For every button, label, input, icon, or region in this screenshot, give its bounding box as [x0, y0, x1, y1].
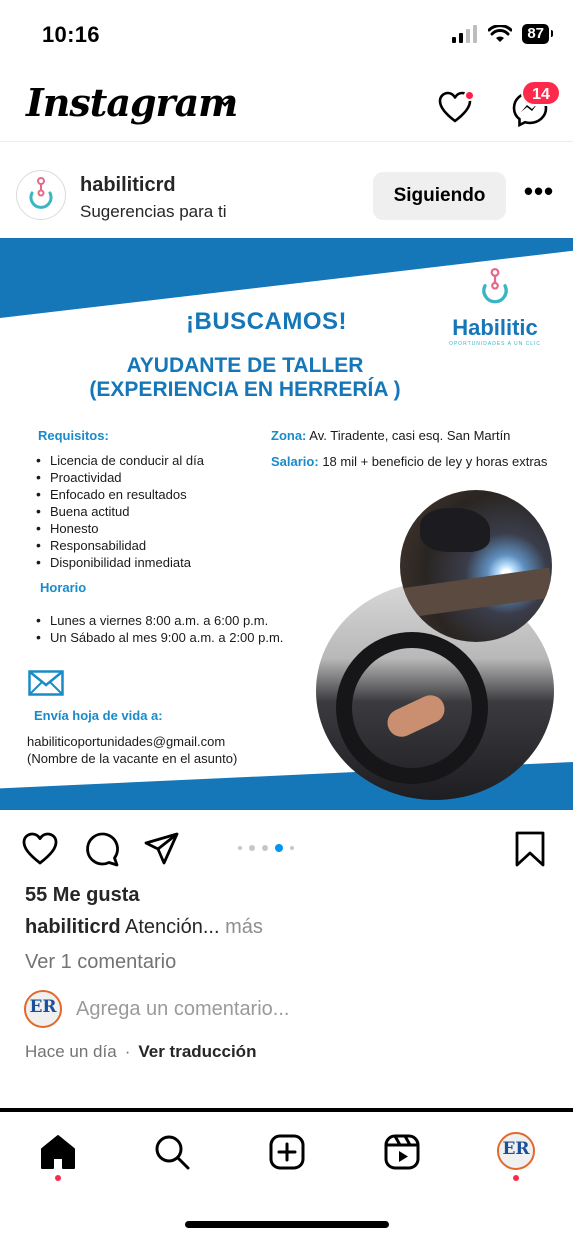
caption-username[interactable]: habiliticrd: [25, 916, 121, 938]
app-header: [0, 74, 573, 142]
signal-icon: [452, 25, 478, 43]
avatar-initials: ER: [502, 1139, 530, 1159]
notification-dot: [464, 90, 475, 101]
reels-icon[interactable]: [382, 1132, 422, 1172]
salary-line: [271, 454, 547, 469]
zone-value: Av. Tiradente, casi esq. San Martín: [309, 428, 511, 443]
list-item: • Un Sábado al mes 9:00 a.m. a 2:00 p.m.: [36, 629, 283, 646]
post-meta: [25, 1042, 256, 1062]
email-address: habiliticoportunidades@gmail.com: [27, 734, 226, 749]
caption-more-link[interactable]: más: [225, 916, 263, 938]
user-avatar: [24, 990, 62, 1028]
requirements-label: Requisitos:: [38, 428, 109, 443]
avatar-initials: ER: [29, 997, 57, 1017]
job-title-line: AYUDANTE DE TALLER: [126, 354, 364, 377]
create-icon[interactable]: [267, 1132, 307, 1172]
carousel-dot-active: [275, 844, 283, 852]
list-item: • Responsabilidad: [36, 537, 204, 554]
profile-active-dot: [513, 1175, 519, 1181]
following-button[interactable]: Siguiendo: [373, 172, 506, 220]
caption-text: Atención...: [125, 916, 220, 938]
more-options-icon[interactable]: •••: [523, 176, 555, 206]
like-icon[interactable]: [21, 830, 59, 868]
job-title-line: (EXPERIENCIA EN HERRERÍA ): [89, 378, 401, 401]
zone-label: Zona:: [271, 428, 307, 443]
list-item: • Buena actitud: [36, 503, 204, 520]
list-item: • Lunes a viernes 8:00 a.m. a 6:00 p.m.: [36, 612, 283, 629]
flyer-job-title: [60, 354, 430, 402]
brand-name: Habilitic: [452, 315, 538, 340]
schedule-list: [36, 612, 283, 646]
send-cv-label: Envía hoja de vida a:: [34, 708, 163, 723]
wifi-icon: [488, 25, 512, 43]
likes-count[interactable]: 55 Me gusta: [25, 884, 140, 906]
brand-tagline: OPORTUNIDADES A UN CLIC: [448, 341, 542, 347]
zone-line: [271, 428, 510, 443]
requirements-list: [36, 452, 204, 571]
status-time: 10:16: [42, 22, 100, 47]
status-icons: [452, 24, 549, 44]
carousel-dot: [262, 845, 268, 851]
post-image[interactable]: [0, 238, 573, 810]
post-caption: [25, 916, 263, 939]
chevron-down-icon[interactable]: [216, 96, 234, 108]
home-indicator[interactable]: [185, 1221, 389, 1228]
share-icon[interactable]: [143, 830, 181, 868]
status-bar: [0, 0, 573, 70]
habilitic-brand-logo: [440, 268, 550, 347]
instagram-logo[interactable]: Instagram: [26, 80, 238, 125]
list-item: • Enfocado en resultados: [36, 486, 204, 503]
carousel-dot: [290, 846, 294, 850]
salary-label: Salario:: [271, 454, 319, 469]
meta-separator: ·: [124, 1042, 131, 1061]
post-actions: [0, 820, 573, 876]
profile-avatar[interactable]: [497, 1132, 535, 1170]
list-item: • Honesto: [36, 520, 204, 537]
mail-icon: [28, 670, 64, 696]
salary-value: 18 mil + beneficio de ley y horas extras: [322, 454, 548, 469]
home-active-dot: [55, 1175, 61, 1181]
post-subtitle: Sugerencias para ti: [80, 202, 227, 221]
habilitic-logo-icon: [478, 268, 512, 308]
habilitic-logo-icon: [26, 177, 56, 213]
schedule-label: Horario: [40, 580, 87, 595]
carousel-dot: [238, 846, 242, 850]
post-username[interactable]: habiliticrd: [80, 174, 176, 196]
bottom-nav: [0, 1112, 573, 1192]
messages-badge: 14: [521, 80, 561, 106]
account-avatar[interactable]: [16, 170, 66, 220]
search-icon[interactable]: [152, 1132, 192, 1172]
comment-input[interactable]: [76, 998, 516, 1021]
battery-indicator: 87: [522, 24, 549, 44]
add-comment-row: [24, 990, 544, 1030]
view-comments-link[interactable]: Ver 1 comentario: [25, 951, 177, 973]
post-header: [0, 150, 573, 238]
carousel-indicator: [238, 844, 294, 852]
list-item: • Disponibilidad inmediata: [36, 554, 204, 571]
translate-link[interactable]: Ver traducción: [138, 1042, 257, 1061]
home-icon[interactable]: [38, 1132, 78, 1172]
carousel-dot: [249, 845, 255, 851]
email-note: (Nombre de la vacante en el asunto): [27, 751, 238, 766]
bookmark-icon[interactable]: [511, 830, 549, 868]
list-item: • Licencia de conducir al día: [36, 452, 204, 469]
flyer-headline: ¡BUSCAMOS!: [186, 308, 347, 335]
post-time: Hace un día: [25, 1042, 117, 1061]
list-item: • Proactividad: [36, 469, 204, 486]
welding-photo: [400, 490, 552, 642]
comment-icon[interactable]: [83, 830, 121, 868]
